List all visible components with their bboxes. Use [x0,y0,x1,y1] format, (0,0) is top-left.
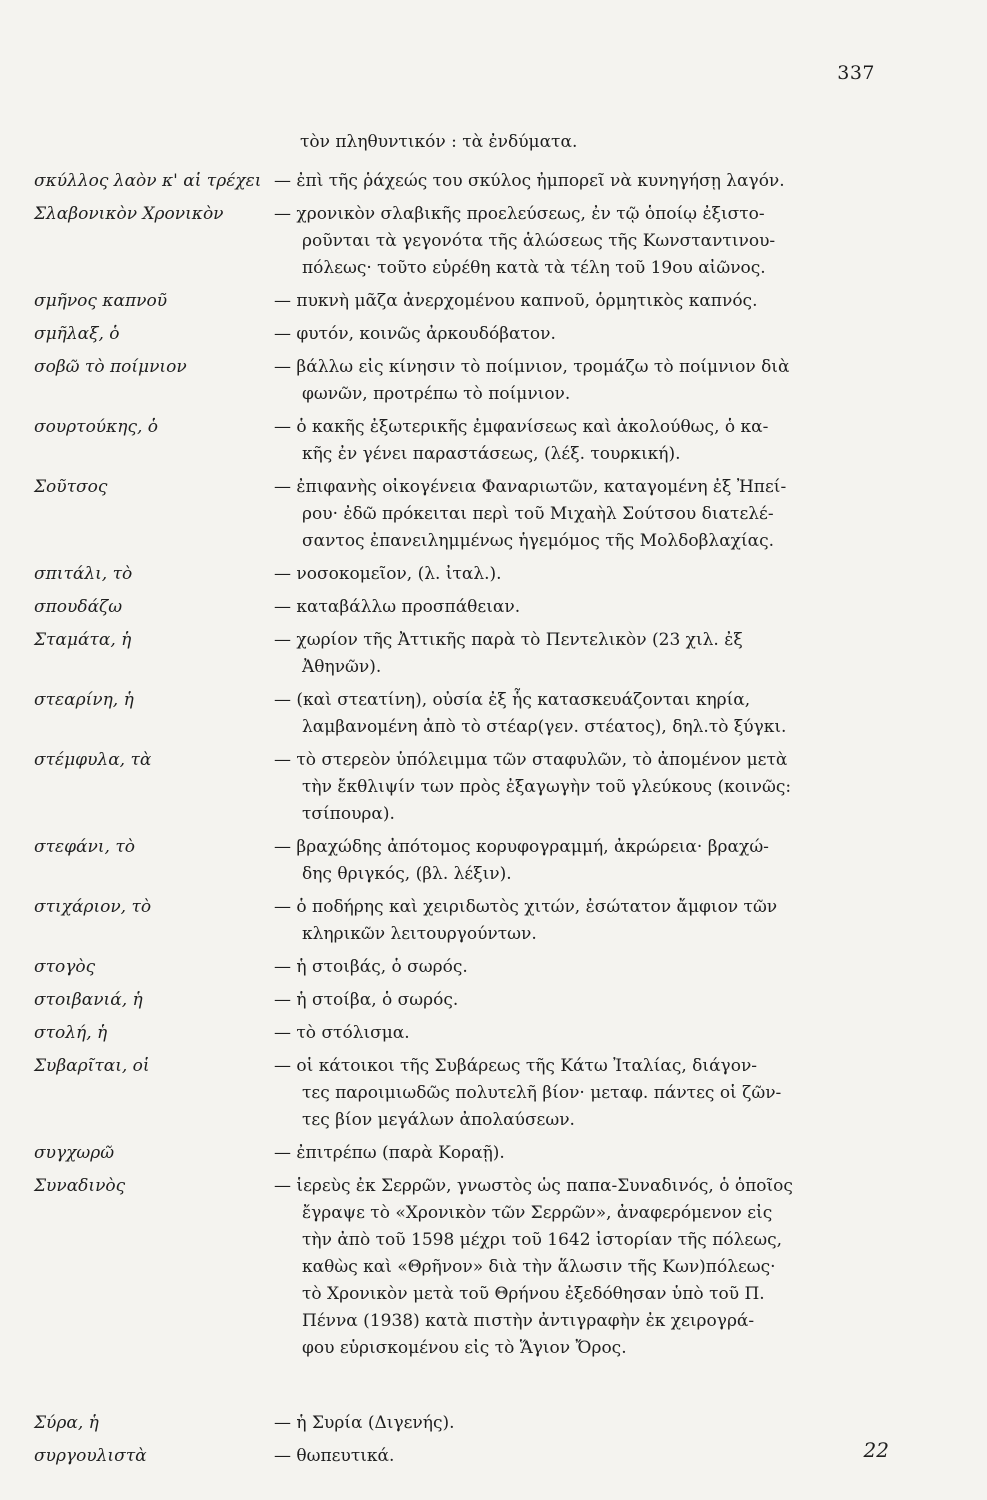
entry-definition [274,627,894,681]
definition-line: — ἡ στοίβα, ὁ σωρός. [274,990,459,1010]
entry-definition [274,954,894,981]
entry-term: σουρτούκης, ὁ [34,417,159,437]
definition-line: φωνῶν, προτρέπω τὸ ποίμνιον. [302,384,571,404]
entry-definition [274,834,894,888]
glossary-entry [0,354,987,408]
entry-definition [274,561,894,588]
glossary-entry [0,561,987,588]
entry-term: στεφάνι, τὸ [34,837,135,857]
entry-definition [274,474,894,555]
glossary-entry [0,954,987,981]
definition-line: κῆς ἐν γένει παραστάσεως, (λέξ. τουρκική). [302,444,681,464]
definition-line: — ὁ ποδήρης καὶ χειριδωτὸς χιτών, ἐσώτατον ἄμφιον τῶν [274,897,778,917]
entry-definition [274,594,894,621]
definition-line: ἔγραψε τὸ «Χρονικὸν τῶν Σερρῶν», ἀναφερόμενον εἰς [302,1203,773,1223]
entry-definition [274,747,894,828]
definition-line: — ἐπὶ τῆς ῥάχεώς του σκύλος ἠμπορεῖ νὰ κυνηγήσῃ λαγόν. [274,171,785,191]
entry-definition [274,1443,894,1470]
entry-term: σοβῶ τὸ ποίμνιον [34,357,187,377]
glossary-entry [0,834,987,888]
entry-term: σπιτάλι, τὸ [34,564,133,584]
entry-definition [274,168,894,195]
definition-line: — θωπευτικά. [274,1446,395,1466]
entry-term: σμῆνος καπνοῦ [34,291,168,311]
definition-line: τες παροιμιωδῶς πολυτελῆ βίον· μεταφ. πάντες οἱ ζῶν- [302,1083,782,1103]
definition-line: — ὁ κακῆς ἐξωτερικῆς ἐμφανίσεως καὶ ἀκολούθως, ὁ κα- [274,417,769,437]
entry-term: στεαρίνη, ἡ [34,690,134,710]
glossary-entry [0,747,987,828]
entry-term: Σταμάτα, ἡ [34,630,132,650]
glossary-entry [0,594,987,621]
entry-definition [274,414,894,468]
definition-line: Πέννα (1938) κατὰ πιστὴν ἀντιγραφὴν ἐκ χειρογρά- [302,1311,755,1331]
definition-line: — (καὶ στεατίνη), οὐσία ἐξ ἧς κατασκευάζονται κηρία, [274,690,751,710]
entry-definition [274,987,894,1014]
definition-line: — ἱερεὺς ἐκ Σερρῶν, γνωστὸς ὡς παπα-Συναδινός, ὁ ὁποῖος [274,1176,793,1196]
page-number: 337 [837,62,875,84]
entry-term: στογὸς [34,957,96,977]
glossary-entry [0,414,987,468]
entry-definition [274,288,894,315]
definition-line: τες βίον μεγάλων ἀπολαύσεων. [302,1110,575,1130]
definition-line: Ἀθηνῶν). [302,657,382,677]
definition-line: καθὼς καὶ «Θρῆνον» διὰ τὴν ἅλωσιν τῆς Κων)πόλεως· [302,1257,776,1277]
definition-line: τσίπουρα). [302,804,395,824]
definition-line: — πυκνὴ μᾶζα ἀνερχομένου καπνοῦ, ὁρμητικὸς καπνός. [274,291,758,311]
definition-line: — τὸ στόλισμα. [274,1023,410,1043]
definition-line: τὴν ἔκθλιψίν των πρὸς ἐξαγωγὴν τοῦ γλεύκους (κοινῶς: [302,777,792,797]
definition-line: — καταβάλλω προσπάθειαν. [274,597,521,617]
definition-line: — χωρίον τῆς Ἀττικῆς παρὰ τὸ Πεντελικὸν (23 χιλ. ἐξ [274,630,743,650]
glossary-entry [0,1020,987,1047]
entry-term: Σύρα, ἡ [34,1413,99,1433]
entry-definition [274,1020,894,1047]
definition-line: λαμβανομένη ἀπὸ τὸ στέαρ(γεν. στέατος), δηλ.τὸ ξύγκι. [302,717,787,737]
definition-line: σαντος ἐπανειλημμένως ἡγεμόμος τῆς Μολδοβλαχίας. [302,531,775,551]
entry-definition [274,1173,894,1362]
entry-definition [274,201,894,282]
entry-term: στολή, ἡ [34,1023,108,1043]
definition-line: — νοσοκομεῖον, (λ. ἰταλ.). [274,564,502,584]
glossary-entry [0,168,987,195]
definition-line: — χρονικὸν σλαβικῆς προελεύσεως, ἐν τῷ ὁποίῳ ἐξιστο- [274,204,765,224]
definition-line: κληρικῶν λειτουργούντων. [302,924,537,944]
continuation-line: τὸν πληθυντικόν : τὰ ἐνδύματα. [300,132,578,152]
entry-definition [274,1053,894,1134]
entry-term: στιχάριον, τὸ [34,897,152,917]
definition-line: — φυτόν, κοινῶς ἀρκουδόβατον. [274,324,556,344]
entry-term: συργουλιστὰ [34,1446,147,1466]
definition-line: — βραχώδης ἀπότομος κορυφογραμμή, ἀκρώρεια· βραχώ- [274,837,769,857]
entry-term: Σλαβονικὸν Χρονικὸν [34,204,224,224]
printer-signature: 22 [863,1438,889,1462]
definition-line: τὴν ἀπὸ τοῦ 1598 μέχρι τοῦ 1642 ἱστορίαν τῆς πόλεως, [302,1230,783,1250]
glossary-entry [0,627,987,681]
definition-line: φου εὑρισκομένου εἰς τὸ Ἅγιον Ὄρος. [302,1338,627,1358]
glossary-entry [0,288,987,315]
entry-term: σπουδάζω [34,597,123,617]
entry-term: Συναδινὸς [34,1176,126,1196]
glossary-entry [0,687,987,741]
glossary-entry [0,1140,987,1167]
glossary-entry [0,1443,987,1470]
glossary-entry [0,201,987,282]
entry-term: στοιβανιά, ἡ [34,990,143,1010]
definition-line: δης θριγκός, (βλ. λέξιν). [302,864,512,884]
glossary-entry [0,987,987,1014]
definition-line: — ἐπιτρέπω (παρὰ Κοραῇ). [274,1143,505,1163]
definition-line: — τὸ στερεὸν ὑπόλειμμα τῶν σταφυλῶν, τὸ ἀπομένον μετὰ [274,750,788,770]
glossary-entry [0,1410,987,1437]
definition-line: — ἡ Συρία (Διγενής). [274,1413,455,1433]
entry-term: Συβαρῖται, οἱ [34,1056,150,1076]
definition-line: ροῦνται τὰ γεγονότα τῆς ἁλώσεως τῆς Κωνσταντινου- [302,231,776,251]
definition-line: — οἱ κάτοικοι τῆς Συβάρεως τῆς Κάτω Ἰταλίας, διάγον- [274,1056,758,1076]
definition-line: — ἡ στοιβάς, ὁ σωρός. [274,957,468,977]
glossary-entry [0,1173,987,1362]
entry-definition [274,321,894,348]
entry-term: συγχωρῶ [34,1143,115,1163]
entry-definition [274,1140,894,1167]
glossary-list [0,168,987,1476]
glossary-entry [0,1053,987,1134]
entry-definition [274,687,894,741]
definition-line: τὸ Χρονικὸν μετὰ τοῦ Θρήνου ἐξεδόθησαν ὑπὸ τοῦ Π. [302,1284,765,1304]
definition-line: — βάλλω εἰς κίνησιν τὸ ποίμνιον, τρομάζω τὸ ποίμνιον διὰ [274,357,790,377]
glossary-entry [0,894,987,948]
entry-term: σκύλλος λαὸν κ' αἱ τρέχει [34,171,262,191]
entry-definition [274,894,894,948]
definition-line: ρου· ἐδῶ πρόκειται περὶ τοῦ Μιχαὴλ Σούτσου διατελέ- [302,504,774,524]
definition-line: πόλεως· τοῦτο εὑρέθη κατὰ τὰ τέλη τοῦ 19ου αἰῶνος. [302,258,766,278]
entry-term: στέμφυλα, τὰ [34,750,152,770]
entry-term: σμῆλαξ, ὁ [34,324,120,344]
entry-term: Σοῦτσος [34,477,108,497]
glossary-entry [0,321,987,348]
entry-definition [274,354,894,408]
definition-line: — ἐπιφανὴς οἰκογένεια Φαναριωτῶν, καταγομένη ἐξ Ἠπεί- [274,477,787,497]
glossary-entry [0,474,987,555]
entry-definition [274,1410,894,1437]
